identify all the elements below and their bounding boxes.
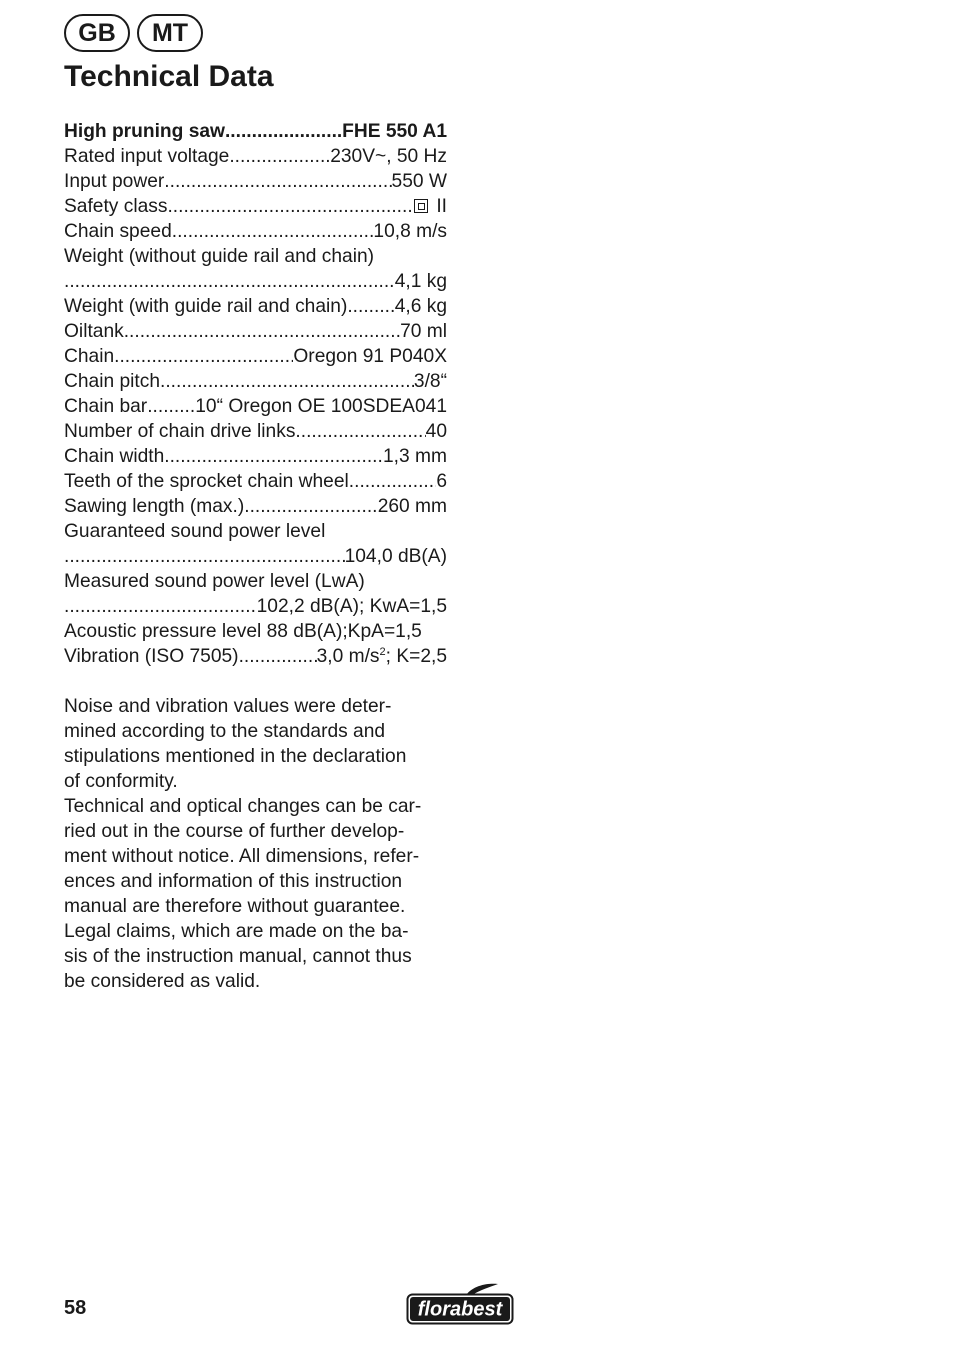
leaf-icon bbox=[466, 1284, 498, 1295]
leader-dots bbox=[347, 294, 394, 319]
spec-value: Oregon 91 P040X bbox=[293, 346, 447, 367]
page-number: 58 bbox=[64, 1297, 87, 1319]
spec-row-sawing-length bbox=[64, 494, 447, 519]
leader-dots bbox=[124, 319, 400, 344]
brand-name: florabest bbox=[417, 1298, 503, 1321]
spec-value: 4,6 kg bbox=[394, 296, 447, 317]
spec-label: Measured sound power level (LwA) bbox=[64, 571, 365, 592]
exponent: 2 bbox=[379, 646, 386, 658]
spec-value: 3/8“ bbox=[413, 371, 447, 392]
spec-row-weight-with bbox=[64, 294, 447, 319]
spec-label: Number of chain drive links bbox=[64, 421, 296, 442]
spec-value: 550 W bbox=[391, 171, 447, 192]
spec-value: 40 bbox=[425, 421, 447, 442]
spec-value: 10,8 m/s bbox=[373, 221, 447, 242]
spec-label: Chain width bbox=[64, 446, 165, 467]
note-paragraph-changes bbox=[64, 794, 454, 994]
spec-row-chain-speed bbox=[64, 219, 447, 244]
vibration-value: 3,0 m/s bbox=[316, 646, 380, 667]
spec-label: Sawing length (max.) bbox=[64, 496, 245, 517]
spec-label: Chain bbox=[64, 346, 115, 367]
spec-list bbox=[64, 119, 447, 669]
spec-label: Weight (with guide rail and chain) bbox=[64, 296, 348, 317]
language-badge-mt: MT bbox=[137, 14, 203, 52]
leader-dots bbox=[244, 494, 377, 519]
spec-label: Acoustic pressure level 88 dB(A);KpA=1,5 bbox=[64, 621, 422, 642]
leader-dots bbox=[160, 369, 414, 394]
safety-class-value: II bbox=[436, 196, 447, 217]
text-line: ried out in the course of further develop- bbox=[64, 821, 405, 842]
leader-dots bbox=[229, 144, 330, 169]
text-line: Technical and optical changes can be car- bbox=[64, 796, 422, 817]
language-badge-gb: GB bbox=[64, 14, 130, 52]
spec-row-sprocket-teeth bbox=[64, 469, 447, 494]
spec-row-guaranteed-sound-value bbox=[64, 544, 447, 569]
spec-label: Chain bar bbox=[64, 396, 148, 417]
spec-row-model bbox=[64, 119, 447, 144]
spec-value: 70 ml bbox=[400, 321, 447, 342]
leader-dots bbox=[239, 644, 317, 669]
leader-dots bbox=[225, 119, 342, 144]
spec-value bbox=[414, 194, 447, 219]
text-line: be considered as valid. bbox=[64, 971, 261, 992]
leader-dots bbox=[64, 269, 395, 294]
leader-dots bbox=[147, 394, 195, 419]
protection-class-ii-icon bbox=[414, 199, 428, 213]
text-line: sis of the instruction manual, cannot thus bbox=[64, 946, 412, 967]
spec-row-oiltank bbox=[64, 319, 447, 344]
spec-value: 260 mm bbox=[377, 496, 447, 517]
spec-row-guaranteed-sound bbox=[64, 519, 447, 544]
leader-dots bbox=[64, 594, 257, 619]
leader-dots bbox=[164, 444, 383, 469]
spec-label: Input power bbox=[64, 171, 165, 192]
spec-value: 230V~, 50 Hz bbox=[330, 146, 447, 167]
leader-dots bbox=[172, 219, 374, 244]
spec-row-acoustic-pressure bbox=[64, 619, 447, 644]
spec-label: Guaranteed sound power level bbox=[64, 521, 326, 542]
spec-value: FHE 550 A1 bbox=[342, 121, 447, 142]
spec-label: Chain pitch bbox=[64, 371, 160, 392]
text-line: mined according to the standards and bbox=[64, 721, 386, 742]
leader-dots bbox=[295, 419, 425, 444]
spec-label: Safety class bbox=[64, 196, 168, 217]
vibration-suffix: ; K=2,5 bbox=[385, 646, 447, 667]
spec-row-measured-sound-value bbox=[64, 594, 447, 619]
leader-dots bbox=[349, 469, 437, 494]
leader-dots bbox=[64, 544, 345, 569]
text-line: ences and information of this instruction bbox=[64, 871, 403, 892]
leader-dots bbox=[167, 194, 414, 219]
spec-label: Vibration (ISO 7505) bbox=[64, 646, 239, 667]
text-line: manual are therefore without guarantee. bbox=[64, 896, 406, 917]
spec-row-measured-sound bbox=[64, 569, 447, 594]
spec-row-safety-class bbox=[64, 194, 447, 219]
spec-row-chain bbox=[64, 344, 447, 369]
spec-value: 6 bbox=[436, 471, 447, 492]
spec-value: 4,1 kg bbox=[394, 271, 447, 292]
spec-row-chain-width bbox=[64, 444, 447, 469]
spec-label: High pruning saw bbox=[64, 121, 225, 142]
spec-row-vibration bbox=[64, 644, 447, 669]
text-line: Noise and vibration values were deter- bbox=[64, 696, 392, 717]
spec-label: Oiltank bbox=[64, 321, 124, 342]
spec-label: Weight (without guide rail and chain) bbox=[64, 246, 375, 267]
spec-row-chain-bar bbox=[64, 394, 447, 419]
spec-label: Teeth of the sprocket chain wheel bbox=[64, 471, 349, 492]
spec-row-weight-without-value bbox=[64, 269, 447, 294]
text-line: stipulations mentioned in the declaration bbox=[64, 746, 407, 767]
spec-row-drive-links bbox=[64, 419, 447, 444]
spec-row-weight-without bbox=[64, 244, 447, 269]
spec-value: 1,3 mm bbox=[383, 446, 447, 467]
spec-value: 10“ Oregon OE 100SDEA041 bbox=[195, 396, 447, 417]
spec-value bbox=[317, 644, 447, 669]
spec-row-chain-pitch bbox=[64, 369, 447, 394]
spec-row-power bbox=[64, 169, 447, 194]
spec-label: Chain speed bbox=[64, 221, 172, 242]
page-title: Technical Data bbox=[64, 60, 274, 93]
spec-value: 104,0 dB(A) bbox=[344, 546, 447, 567]
leader-dots bbox=[114, 344, 293, 369]
florabest-logo bbox=[406, 1283, 514, 1325]
text-line: ment without notice. All dimensions, refer- bbox=[64, 846, 420, 867]
spec-row-voltage bbox=[64, 144, 447, 169]
text-line: of conformity. bbox=[64, 771, 178, 792]
text-line: Legal claims, which are made on the ba- bbox=[64, 921, 409, 942]
note-paragraph-noise bbox=[64, 694, 454, 794]
leader-dots bbox=[164, 169, 391, 194]
spec-label: Rated input voltage bbox=[64, 146, 230, 167]
spec-value: 102,2 dB(A); KwA=1,5 bbox=[256, 596, 447, 617]
language-badges bbox=[64, 14, 203, 52]
